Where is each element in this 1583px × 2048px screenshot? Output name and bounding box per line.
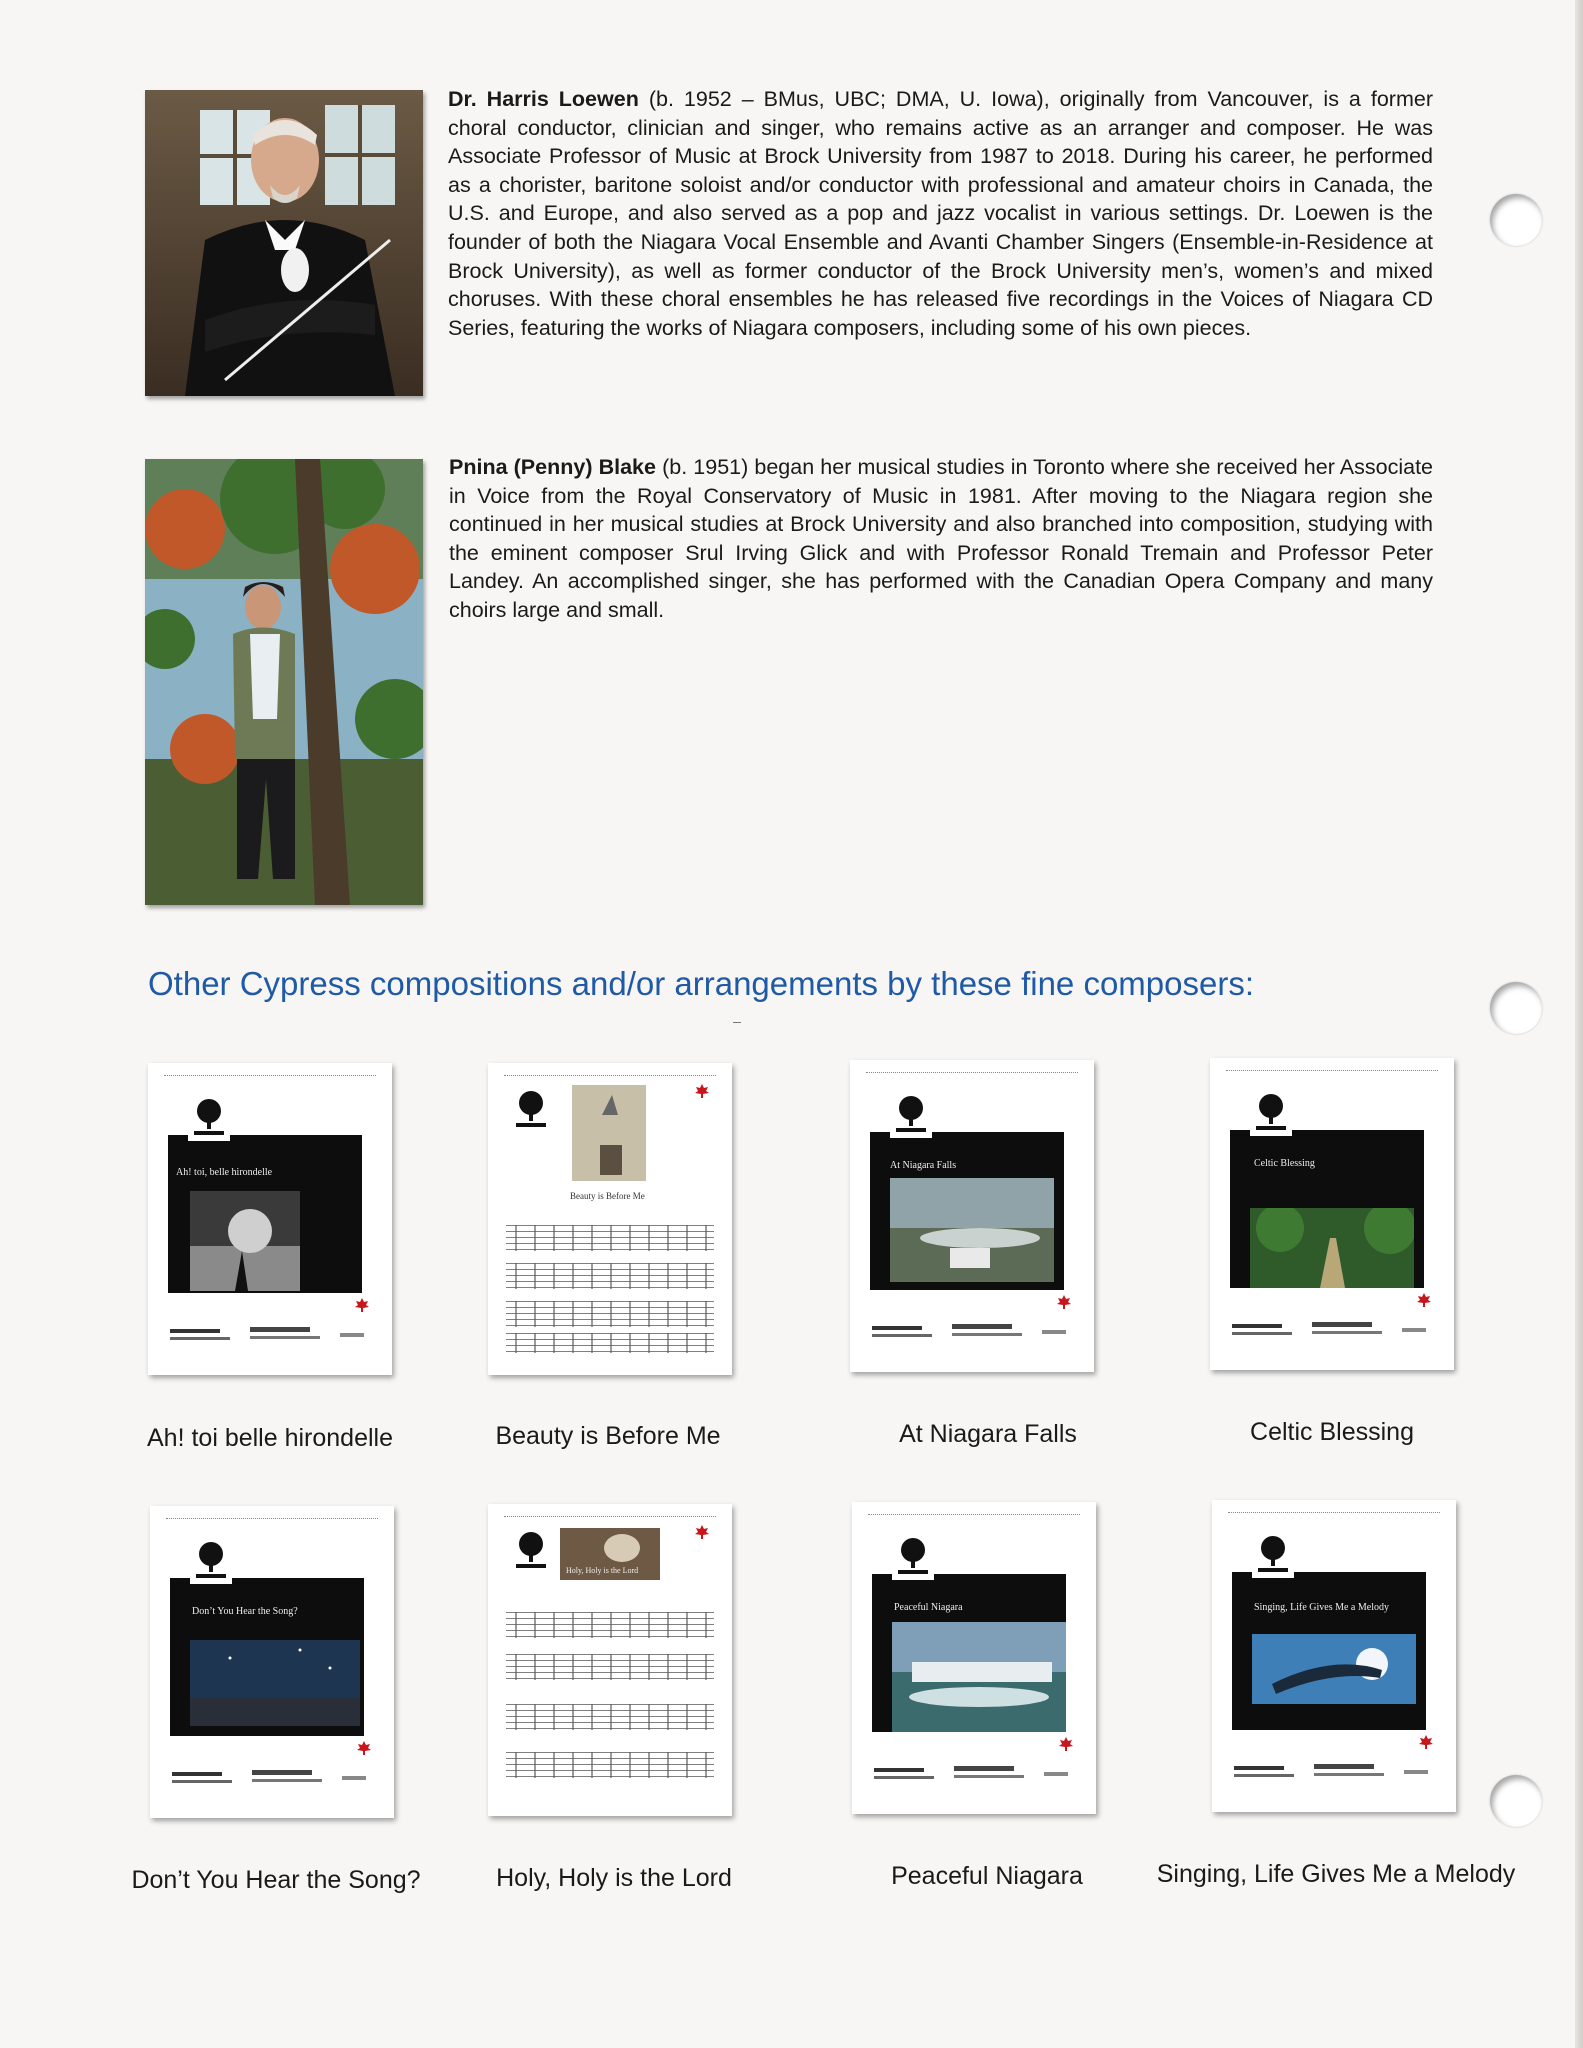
cypress-tree-logo-icon — [510, 1530, 552, 1574]
penny-blake-photo — [145, 459, 423, 905]
bio-name: Pnina (Penny) Blake — [449, 455, 656, 479]
maple-leaf-icon — [694, 1083, 710, 1099]
work-title: At Niagara Falls — [899, 1420, 1077, 1448]
cover-holy-holy-is-the-lord — [488, 1504, 732, 1816]
divider — [733, 1022, 741, 1023]
page-edge — [1575, 0, 1583, 2048]
bio-penny-blake — [449, 453, 1433, 625]
cypress-tree-logo-icon — [510, 1089, 552, 1133]
work-title: Ah! toi belle hirondelle — [147, 1424, 393, 1452]
maple-leaf-icon — [694, 1524, 710, 1540]
maple-leaf-icon — [356, 1740, 372, 1756]
cover-peaceful-niagara — [852, 1502, 1096, 1814]
cover-title: Holy, Holy is the Lord — [566, 1566, 639, 1575]
harris-loewen-photo — [145, 90, 423, 396]
maple-leaf-icon — [1416, 1292, 1432, 1308]
cover-dont-you-hear-the-song — [150, 1506, 394, 1818]
cover-beauty-is-before-me — [488, 1063, 732, 1375]
work-title: Don’t You Hear the Song? — [131, 1866, 421, 1894]
work-title: Singing, Life Gives Me a Melody — [1156, 1860, 1516, 1888]
cypress-tree-logo-icon — [1250, 1092, 1292, 1136]
cover-at-niagara-falls — [850, 1060, 1094, 1372]
work-title: Peaceful Niagara — [891, 1862, 1083, 1890]
cover-title: At Niagara Falls — [890, 1160, 957, 1171]
cover-ah-toi-belle-hirondelle — [148, 1063, 392, 1375]
cover-title: Singing, Life Gives Me a Melody — [1254, 1602, 1389, 1613]
work-title: Celtic Blessing — [1250, 1418, 1414, 1446]
cypress-tree-logo-icon — [1252, 1534, 1294, 1578]
maple-leaf-icon — [1058, 1736, 1074, 1752]
bio-name: Dr. Harris Loewen — [448, 87, 639, 111]
work-title: Beauty is Before Me — [495, 1422, 721, 1450]
maple-leaf-icon — [1418, 1734, 1434, 1750]
cypress-tree-logo-icon — [890, 1094, 932, 1138]
cover-title: Ah! toi, belle hirondelle — [176, 1167, 273, 1178]
bio-harris-loewen — [448, 85, 1433, 342]
cover-singing-life-gives-me-a-melody — [1212, 1500, 1456, 1812]
section-heading: Other Cypress compositions and/or arrangements by these fine composers: — [148, 965, 1255, 1002]
punch-hole — [1490, 1775, 1542, 1827]
cover-celtic-blessing — [1210, 1058, 1454, 1370]
cover-title: Peaceful Niagara — [894, 1602, 963, 1613]
bio-text: (b. 1951) began her musical studies in Toronto where she received her Associate in Voice from the Royal Conservatory of Music in 1981. After moving to the Niagara region she continued in her musical studies at Brock University and also branched into composition, studying with the eminent composer Srul Irving Glick and with Professor Ronald Tremain and Professor Peter Landey. An accomplished singer, she has performed with the Canadian Opera Company and many choirs large and small. — [449, 455, 1433, 622]
punch-hole — [1490, 194, 1542, 246]
maple-leaf-icon — [1056, 1294, 1072, 1310]
punch-hole — [1490, 982, 1542, 1034]
cover-title: Don’t You Hear the Song? — [192, 1606, 298, 1617]
cover-title: Beauty is Before Me — [570, 1191, 645, 1201]
cover-title: Celtic Blessing — [1254, 1158, 1315, 1169]
cypress-tree-logo-icon — [892, 1536, 934, 1580]
cypress-tree-logo-icon — [190, 1540, 232, 1584]
maple-leaf-icon — [354, 1297, 370, 1313]
cypress-tree-logo-icon — [188, 1097, 230, 1141]
bio-text: (b. 1952 – BMus, UBC; DMA, U. Iowa), originally from Vancouver, is a former choral conductor, clinician and singer, who remains active as an arranger and composer. He was Associate Professor of Music at Brock University from 1987 to 2018. During his career, he performed as a chorister, baritone soloist and/or conductor with professional and amateur choirs in Canada, the U.S. and Europe, and also served as a pop and jazz vocalist in various settings. Dr. Loewen is the founder of both the Niagara Vocal Ensemble and Avanti Chamber Singers (Ensemble-in-Residence at Brock University), as well as former conductor of the Brock University men’s, women’s and mixed choruses. With these choral ensembles he has released five recordings in the Voices of Niagara CD Series, featuring the works of Niagara composers, including some of his own pieces. — [448, 87, 1433, 340]
work-title: Holy, Holy is the Lord — [496, 1864, 732, 1892]
